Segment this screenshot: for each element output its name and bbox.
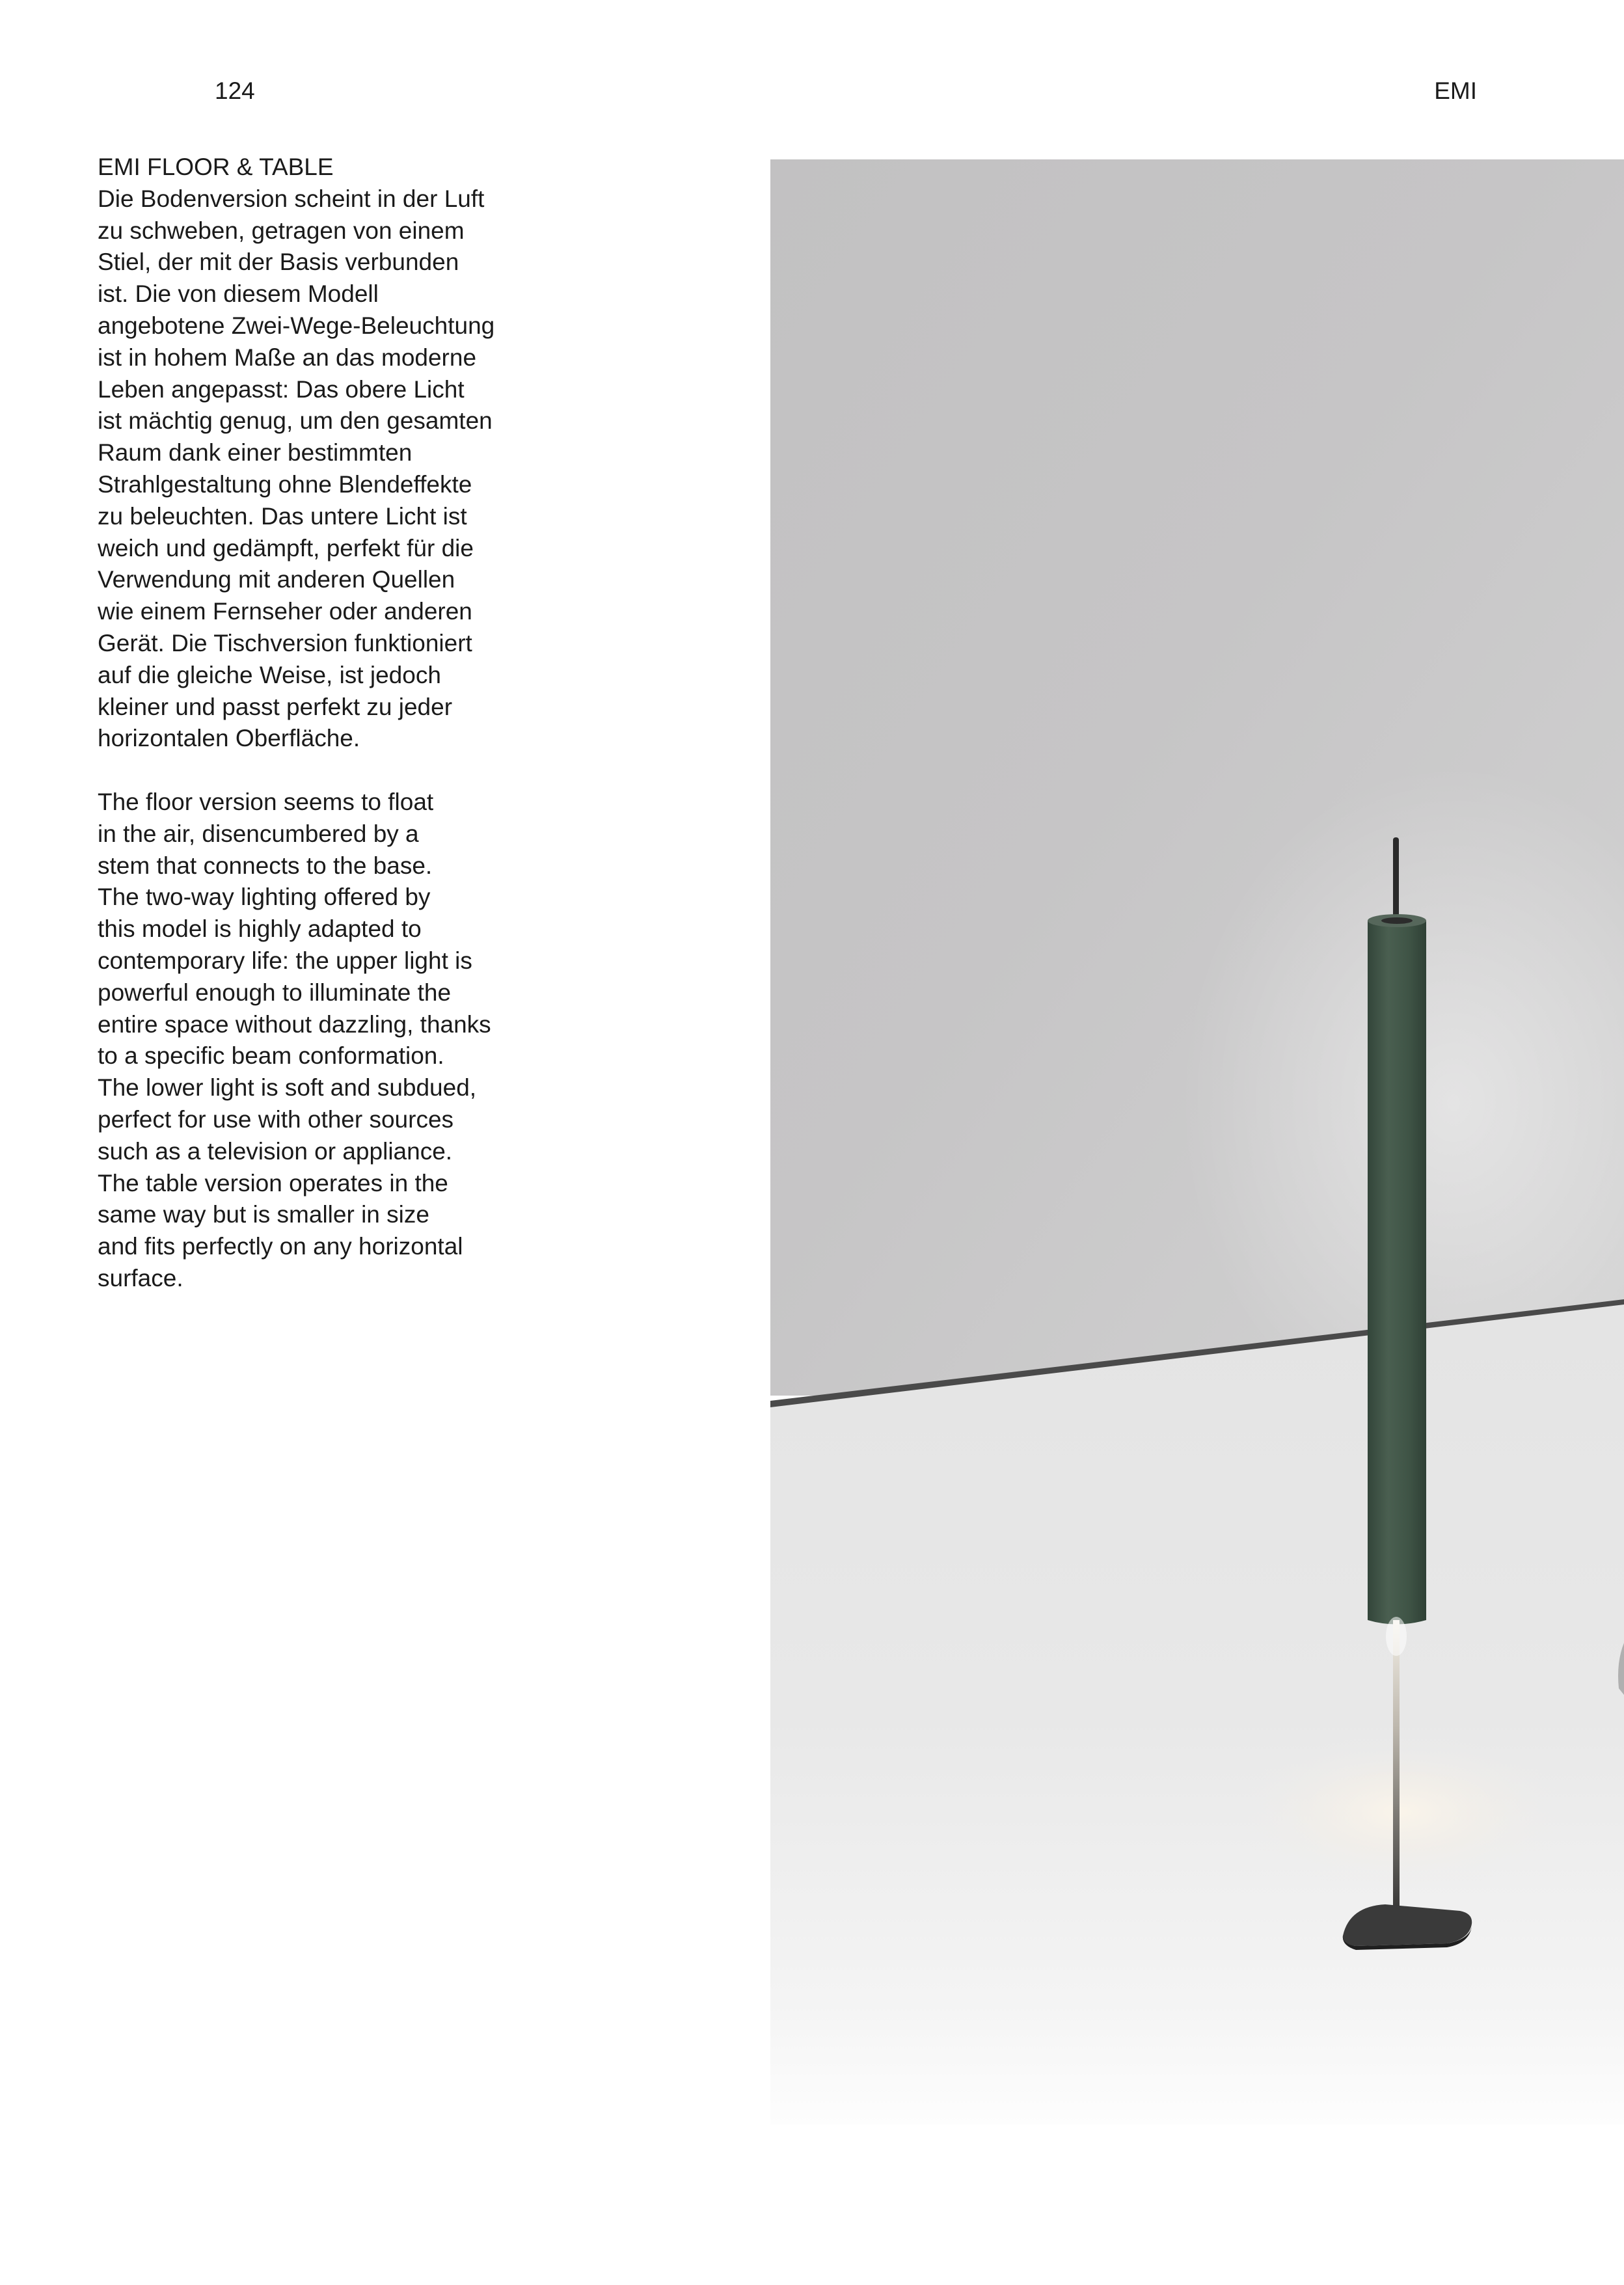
lamp-body-top-opening — [1381, 917, 1413, 924]
product-photo-emi-floor-lamp — [770, 159, 1624, 2124]
lower-stem — [1393, 1620, 1400, 1926]
page-number: 124 — [215, 77, 255, 104]
lamp-base — [1343, 1904, 1472, 1946]
top-rod — [1393, 837, 1399, 923]
running-header: EMI — [1434, 77, 1477, 104]
floor-glow — [1232, 1734, 1571, 1890]
floor — [770, 1305, 1624, 2124]
lamp-body — [1368, 916, 1426, 1625]
paragraph-german: Die Bodenversion scheint in der Luft zu schweben, getragen von einem Stiel, der mit der Basis verbunden ist. Die von diesem Modell angebotene Zwei-Wege-Beleuchtung ist in hohem Maße an das moderne Leben angepasst: Das obere Licht ist mächtig genug, um den gesamten Raum dank einer bestimmten Strahlgestaltung ohne Blendeffekte zu beleuchten. Das untere Licht ist weich und gedämpft, perfekt für die Verwendung mit anderen Quellen wie einem Fernseher oder anderen Gerät. Die Tischversion funktioniert auf die gleiche Weise, ist jedoch kleiner und passt perfekt zu jeder horizontalen Oberfläche. — [98, 185, 495, 752]
lamp-scene — [770, 159, 1624, 2124]
paragraph-english: The floor version seems to float in the air, disencumbered by a stem that connects to the base. The two-way lighting offered by this model is highly adapted to contemporary life: the upper light is powerful enough to illuminate the entire space without dazzling, thanks to a specific beam conformation. The lower light is soft and subdued, perfect for use with other sources such as a television or appliance. The table version operates in the same way but is smaller in size and fits perfectly on any horizontal surface. — [98, 788, 491, 1291]
article-heading: EMI FLOOR & TABLE — [98, 154, 334, 180]
article-text — [98, 152, 566, 1295]
lower-light-glow — [1386, 1617, 1407, 1656]
